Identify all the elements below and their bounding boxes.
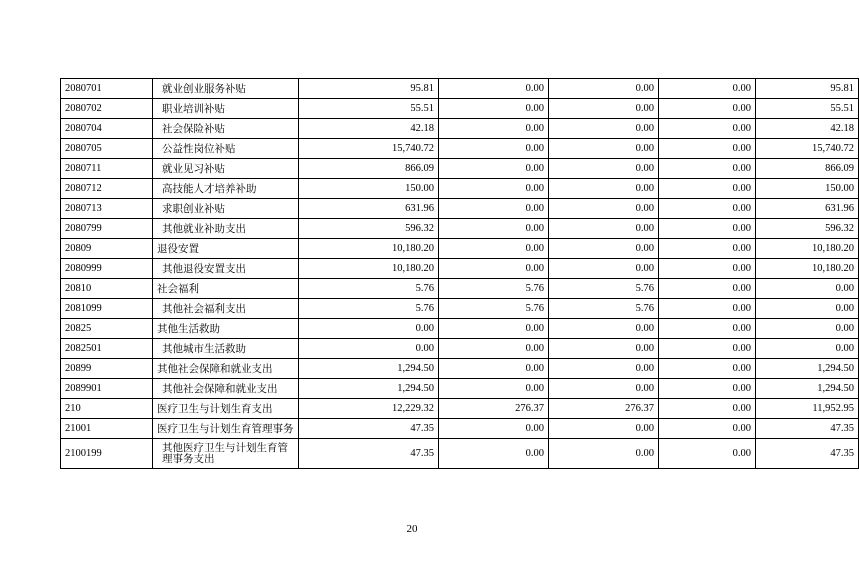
table-row bbox=[61, 199, 859, 219]
total-value-cell: 47.35 bbox=[299, 439, 439, 469]
value-col-5-cell: 1,294.50 bbox=[756, 359, 859, 379]
table-body bbox=[61, 79, 859, 469]
value-col-5-cell: 55.51 bbox=[756, 99, 859, 119]
table-row bbox=[61, 379, 859, 399]
total-value-cell: 150.00 bbox=[299, 179, 439, 199]
value-col-3-cell: 276.37 bbox=[549, 399, 659, 419]
total-value-cell: 0.00 bbox=[299, 319, 439, 339]
table-row bbox=[61, 139, 859, 159]
value-col-2-cell: 0.00 bbox=[439, 199, 549, 219]
item-name-cell: 其他医疗卫生与计划生育管理事务支出 bbox=[153, 439, 299, 469]
total-value-cell: 95.81 bbox=[299, 79, 439, 99]
item-code-cell: 20825 bbox=[61, 319, 153, 339]
table-row bbox=[61, 99, 859, 119]
value-col-3-cell: 0.00 bbox=[549, 79, 659, 99]
total-value-cell: 15,740.72 bbox=[299, 139, 439, 159]
total-value-cell: 596.32 bbox=[299, 219, 439, 239]
value-col-3-cell: 0.00 bbox=[549, 379, 659, 399]
value-col-5-cell: 10,180.20 bbox=[756, 259, 859, 279]
total-value-cell: 0.00 bbox=[299, 339, 439, 359]
table-row bbox=[61, 79, 859, 99]
item-name-cell: 就业创业服务补贴 bbox=[153, 79, 299, 99]
table-row bbox=[61, 239, 859, 259]
value-col-4-cell: 0.00 bbox=[659, 259, 756, 279]
value-col-3-cell: 0.00 bbox=[549, 239, 659, 259]
value-col-3-cell: 0.00 bbox=[549, 339, 659, 359]
item-code-cell: 20810 bbox=[61, 279, 153, 299]
value-col-4-cell: 0.00 bbox=[659, 139, 756, 159]
table-row bbox=[61, 399, 859, 419]
value-col-2-cell: 5.76 bbox=[439, 279, 549, 299]
value-col-5-cell: 631.96 bbox=[756, 199, 859, 219]
total-value-cell: 1,294.50 bbox=[299, 359, 439, 379]
value-col-2-cell: 0.00 bbox=[439, 359, 549, 379]
item-code-cell: 2080799 bbox=[61, 219, 153, 239]
item-code-cell: 2080705 bbox=[61, 139, 153, 159]
value-col-3-cell: 0.00 bbox=[549, 179, 659, 199]
value-col-5-cell: 150.00 bbox=[756, 179, 859, 199]
item-name-cell: 医疗卫生与计划生育支出 bbox=[153, 399, 299, 419]
value-col-2-cell: 0.00 bbox=[439, 419, 549, 439]
value-col-2-cell: 0.00 bbox=[439, 379, 549, 399]
value-col-2-cell: 0.00 bbox=[439, 219, 549, 239]
table-row bbox=[61, 259, 859, 279]
table-row bbox=[61, 319, 859, 339]
item-code-cell: 2080999 bbox=[61, 259, 153, 279]
value-col-3-cell: 0.00 bbox=[549, 319, 659, 339]
value-col-3-cell: 5.76 bbox=[549, 279, 659, 299]
value-col-4-cell: 0.00 bbox=[659, 179, 756, 199]
value-col-5-cell: 11,952.95 bbox=[756, 399, 859, 419]
item-name-cell: 其他城市生活救助 bbox=[153, 339, 299, 359]
item-name-cell: 求职创业补贴 bbox=[153, 199, 299, 219]
value-col-3-cell: 0.00 bbox=[549, 119, 659, 139]
total-value-cell: 47.35 bbox=[299, 419, 439, 439]
table-row bbox=[61, 439, 859, 469]
value-col-2-cell: 0.00 bbox=[439, 119, 549, 139]
item-name-cell: 公益性岗位补贴 bbox=[153, 139, 299, 159]
page-number: 20 bbox=[406, 523, 418, 535]
value-col-5-cell: 47.35 bbox=[756, 419, 859, 439]
item-name-cell: 医疗卫生与计划生育管理事务 bbox=[153, 419, 299, 439]
item-name-cell: 其他社会保障和就业支出 bbox=[153, 359, 299, 379]
value-col-4-cell: 0.00 bbox=[659, 439, 756, 469]
item-name-cell: 社会保险补贴 bbox=[153, 119, 299, 139]
table-row bbox=[61, 219, 859, 239]
value-col-4-cell: 0.00 bbox=[659, 339, 756, 359]
value-col-4-cell: 0.00 bbox=[659, 99, 756, 119]
value-col-2-cell: 0.00 bbox=[439, 319, 549, 339]
value-col-4-cell: 0.00 bbox=[659, 219, 756, 239]
item-code-cell: 2082501 bbox=[61, 339, 153, 359]
value-col-3-cell: 0.00 bbox=[549, 259, 659, 279]
value-col-4-cell: 0.00 bbox=[659, 159, 756, 179]
item-name-cell: 职业培训补贴 bbox=[153, 99, 299, 119]
value-col-3-cell: 5.76 bbox=[549, 299, 659, 319]
total-value-cell: 42.18 bbox=[299, 119, 439, 139]
value-col-4-cell: 0.00 bbox=[659, 239, 756, 259]
item-name-cell: 其他退役安置支出 bbox=[153, 259, 299, 279]
value-col-4-cell: 0.00 bbox=[659, 319, 756, 339]
value-col-5-cell: 10,180.20 bbox=[756, 239, 859, 259]
item-name-cell: 其他生活救助 bbox=[153, 319, 299, 339]
value-col-3-cell: 0.00 bbox=[549, 159, 659, 179]
item-code-cell: 2080704 bbox=[61, 119, 153, 139]
item-code-cell: 20809 bbox=[61, 239, 153, 259]
item-code-cell: 21001 bbox=[61, 419, 153, 439]
item-code-cell: 2080701 bbox=[61, 79, 153, 99]
total-value-cell: 1,294.50 bbox=[299, 379, 439, 399]
total-value-cell: 55.51 bbox=[299, 99, 439, 119]
value-col-2-cell: 0.00 bbox=[439, 79, 549, 99]
item-code-cell: 2080702 bbox=[61, 99, 153, 119]
value-col-5-cell: 95.81 bbox=[756, 79, 859, 99]
value-col-4-cell: 0.00 bbox=[659, 379, 756, 399]
value-col-4-cell: 0.00 bbox=[659, 299, 756, 319]
total-value-cell: 5.76 bbox=[299, 299, 439, 319]
value-col-5-cell: 1,294.50 bbox=[756, 379, 859, 399]
value-col-2-cell: 0.00 bbox=[439, 239, 549, 259]
item-code-cell: 2100199 bbox=[61, 439, 153, 469]
total-value-cell: 5.76 bbox=[299, 279, 439, 299]
table-row bbox=[61, 359, 859, 379]
table-row bbox=[61, 299, 859, 319]
value-col-4-cell: 0.00 bbox=[659, 119, 756, 139]
total-value-cell: 12,229.32 bbox=[299, 399, 439, 419]
value-col-2-cell: 0.00 bbox=[439, 99, 549, 119]
budget-table bbox=[60, 78, 859, 469]
value-col-3-cell: 0.00 bbox=[549, 139, 659, 159]
value-col-4-cell: 0.00 bbox=[659, 359, 756, 379]
value-col-4-cell: 0.00 bbox=[659, 419, 756, 439]
value-col-4-cell: 0.00 bbox=[659, 399, 756, 419]
value-col-3-cell: 0.00 bbox=[549, 419, 659, 439]
total-value-cell: 10,180.20 bbox=[299, 259, 439, 279]
value-col-5-cell: 596.32 bbox=[756, 219, 859, 239]
item-name-cell: 其他社会保障和就业支出 bbox=[153, 379, 299, 399]
value-col-5-cell: 47.35 bbox=[756, 439, 859, 469]
value-col-5-cell: 0.00 bbox=[756, 339, 859, 359]
item-code-cell: 210 bbox=[61, 399, 153, 419]
value-col-3-cell: 0.00 bbox=[549, 439, 659, 469]
value-col-5-cell: 866.09 bbox=[756, 159, 859, 179]
table-row bbox=[61, 339, 859, 359]
table-row bbox=[61, 179, 859, 199]
item-name-cell: 高技能人才培养补助 bbox=[153, 179, 299, 199]
value-col-2-cell: 0.00 bbox=[439, 179, 549, 199]
table-row bbox=[61, 419, 859, 439]
value-col-5-cell: 42.18 bbox=[756, 119, 859, 139]
total-value-cell: 10,180.20 bbox=[299, 239, 439, 259]
item-name-cell: 就业见习补贴 bbox=[153, 159, 299, 179]
value-col-5-cell: 15,740.72 bbox=[756, 139, 859, 159]
value-col-3-cell: 0.00 bbox=[549, 199, 659, 219]
value-col-2-cell: 0.00 bbox=[439, 159, 549, 179]
value-col-2-cell: 0.00 bbox=[439, 439, 549, 469]
value-col-3-cell: 0.00 bbox=[549, 219, 659, 239]
table-row bbox=[61, 279, 859, 299]
value-col-5-cell: 0.00 bbox=[756, 319, 859, 339]
value-col-4-cell: 0.00 bbox=[659, 279, 756, 299]
value-col-2-cell: 0.00 bbox=[439, 259, 549, 279]
item-code-cell: 2089901 bbox=[61, 379, 153, 399]
item-name-cell: 其他就业补助支出 bbox=[153, 219, 299, 239]
value-col-2-cell: 0.00 bbox=[439, 339, 549, 359]
item-code-cell: 2081099 bbox=[61, 299, 153, 319]
item-code-cell: 2080712 bbox=[61, 179, 153, 199]
value-col-4-cell: 0.00 bbox=[659, 199, 756, 219]
value-col-3-cell: 0.00 bbox=[549, 359, 659, 379]
value-col-5-cell: 0.00 bbox=[756, 279, 859, 299]
value-col-2-cell: 5.76 bbox=[439, 299, 549, 319]
item-code-cell: 2080713 bbox=[61, 199, 153, 219]
total-value-cell: 631.96 bbox=[299, 199, 439, 219]
value-col-2-cell: 276.37 bbox=[439, 399, 549, 419]
value-col-5-cell: 0.00 bbox=[756, 299, 859, 319]
item-name-cell: 退役安置 bbox=[153, 239, 299, 259]
table-row bbox=[61, 159, 859, 179]
total-value-cell: 866.09 bbox=[299, 159, 439, 179]
value-col-2-cell: 0.00 bbox=[439, 139, 549, 159]
value-col-4-cell: 0.00 bbox=[659, 79, 756, 99]
value-col-3-cell: 0.00 bbox=[549, 99, 659, 119]
table-row bbox=[61, 119, 859, 139]
item-name-cell: 社会福利 bbox=[153, 279, 299, 299]
item-name-cell: 其他社会福利支出 bbox=[153, 299, 299, 319]
item-code-cell: 2080711 bbox=[61, 159, 153, 179]
item-code-cell: 20899 bbox=[61, 359, 153, 379]
